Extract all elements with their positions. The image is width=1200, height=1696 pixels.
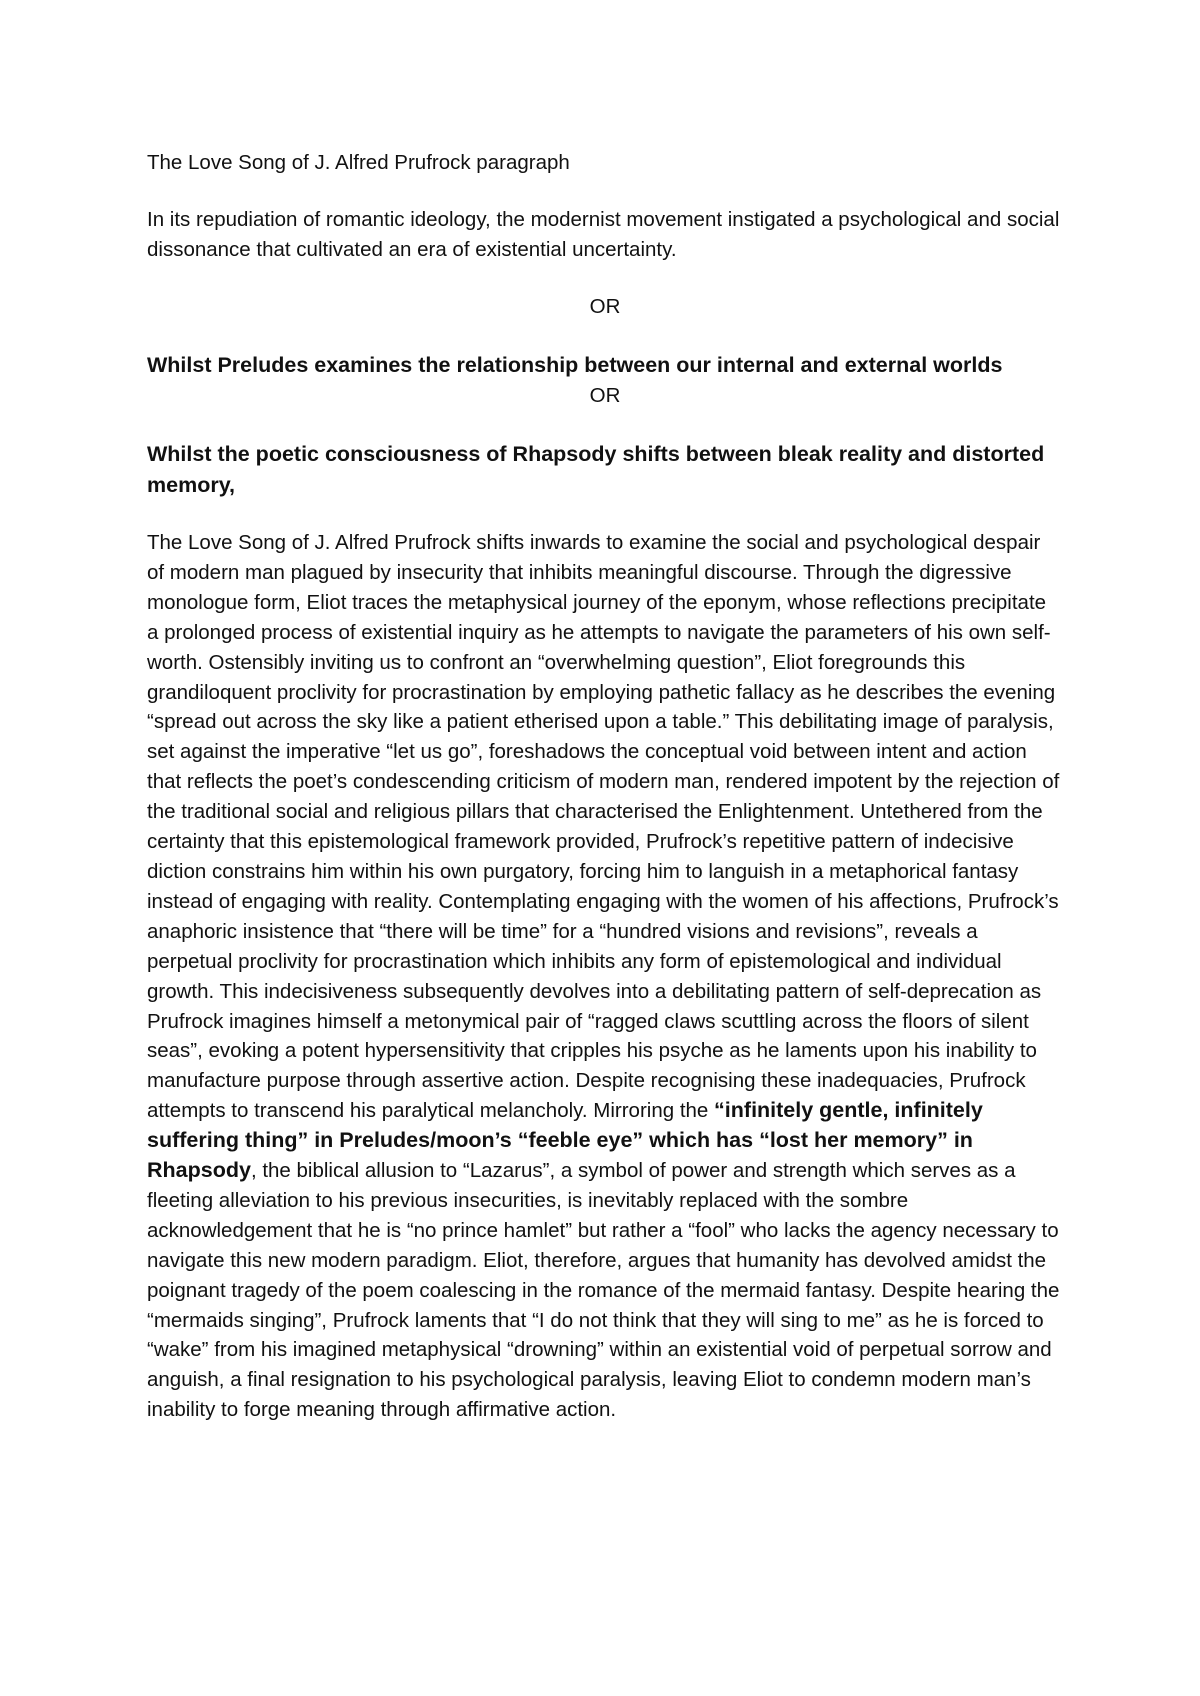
document-page <box>147 148 1063 1425</box>
or-divider: OR <box>589 384 621 407</box>
document-title: The Love Song of J. Alfred Prufrock paragraph <box>147 151 570 174</box>
or-divider: OR <box>589 295 621 318</box>
body-paragraph <box>147 528 1063 1425</box>
body-text-bold-quote: “infinitely gentle, infinitely suffering thing” in Preludes/moon’s “feeble eye” which has “lost her memory” in Rhapsody <box>147 1098 983 1183</box>
alt-thesis-rhapsody: Whilst the poetic consciousness of Rhapsody shifts between bleak reality and distorted memory, <box>147 442 1045 497</box>
alt-thesis-preludes: Whilst Preludes examines the relationship between our internal and external worlds <box>147 353 1003 377</box>
intro-sentence: In its repudiation of romantic ideology, the modernist movement instigated a psychological and social dissonance that cultivated an era of existential uncertainty. <box>147 208 1060 261</box>
body-text-part-1: The Love Song of J. Alfred Prufrock shifts inwards to examine the social and psychological despair of modern man plagued by insecurity that inhibits meaningful discourse. Through the digressive monologue form, Eliot traces the metaphysical journey of the eponym, whose reflections precipitate a prolonged process of existential inquiry as he attempts to navigate the parameters of his own self-worth. Ostensibly inviting us to confront an “overwhelming question”, Eliot foregrounds this grandiloquent proclivity for procrastination by employing pathetic fallacy as he describes the evening “spread out across the sky like a patient etherised upon a table.” This debilitating image of paralysis, set against the imperative “let us go”, foreshadows the conceptual void between intent and action that reflects the poet’s condescending criticism of modern man, rendered impotent by the rejection of the traditional social and religious pillars that characterised the Enlightenment. Untethered from the certainty that this epistemological framework provided, Prufrock’s repetitive pattern of indecisive diction constrains him within his own purgatory, forcing him to languish in a metaphorical fantasy instead of engaging with reality. Contemplating engaging with the women of his affections, Prufrock’s anaphoric insistence that “there will be time” for a “hundred visions and revisions”, reveals a perpetual proclivity for procrastination which inhibits any form of epistemological and individual growth. This indecisiveness subsequently devolves into a debilitating pattern of self-deprecation as Prufrock imagines himself a metonymical pair of “ragged claws scuttling across the floors of silent seas”, evoking a potent hypersensitivity that cripples his psyche as he laments upon his inability to manufacture purpose through assertive action. Despite recognising these inadequacies, Prufrock attempts to transcend his paralytical melancholy. Mirroring the <box>147 531 1060 1123</box>
body-text-part-2: , the biblical allusion to “Lazarus”, a symbol of power and strength which serves as a fleeting alleviation to his previous insecurities, is inevitably replaced with the sombre acknowledgement that he is “no prince hamlet” but rather a “fool” who lacks the agency necessary to navigate this new modern paradigm. Eliot, therefore, argues that humanity has devolved amidst the poignant tragedy of the poem coalescing in the romance of the mermaid fantasy. Despite hearing the “mermaids singing”, Prufrock laments that “I do not think that they will sing to me” as he is forced to “wake” from his imagined metaphysical “drowning” within an existential void of perpetual sorrow and anguish, a final resignation to his psychological paralysis, leaving Eliot to condemn modern man’s inability to forge meaning through affirmative action. <box>147 1159 1060 1422</box>
